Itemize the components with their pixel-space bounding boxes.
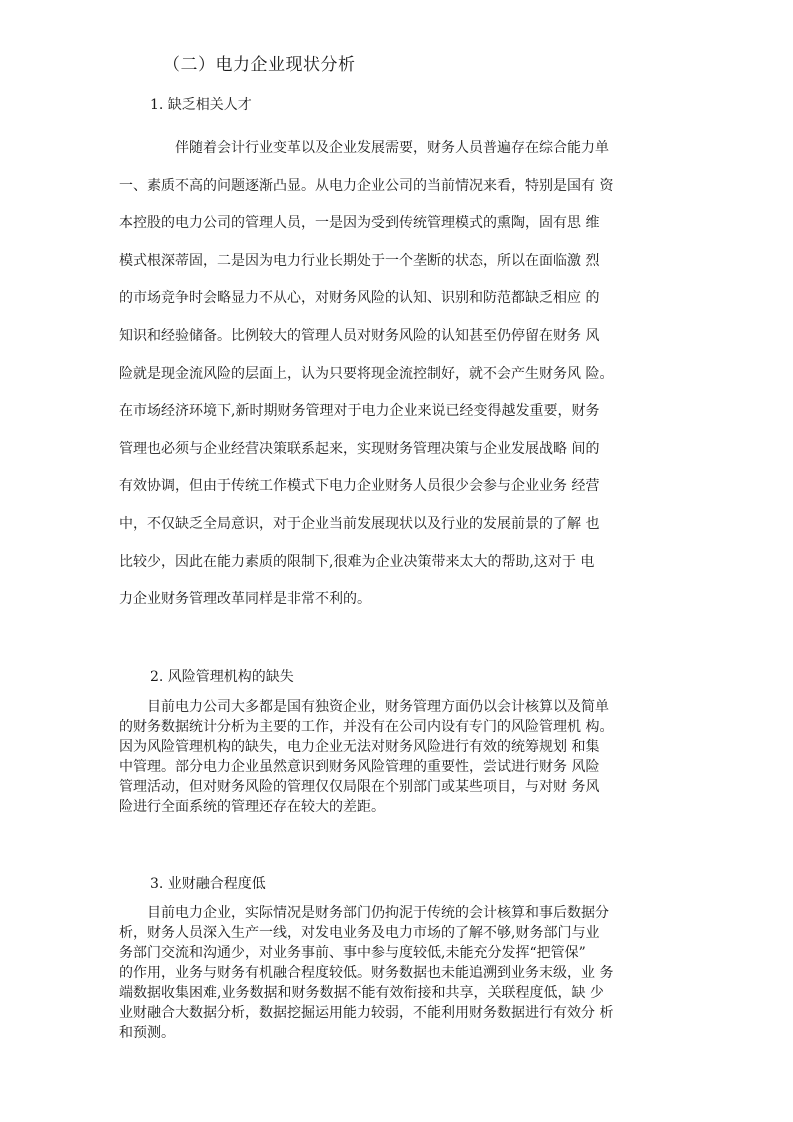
paragraph-risk-management-gap [119, 697, 679, 817]
subheading-risk-management-gap: 2. 风险管理机构的缺失 [150, 669, 294, 685]
paragraph-line: 因为风险管理机构的缺失，电力企业无法对财务风险进行有效的统筹规划 和集 [119, 739, 600, 755]
paragraph-line: 知识和经验储备。比例较大的管理人员对财务风险的认知甚至仍停留在财务 风 [119, 327, 600, 344]
paragraph-line: 的财务数据统计分析为主要的工作，并没有在公司内设有专门的风险管理机 构。 [119, 719, 614, 735]
paragraph-line: 力企业财务管理改革同样是非常不利的。 [119, 591, 371, 608]
paragraph-line: 中管理。部分电力企业虽然意识到财务风险管理的重要性，尝试进行财务 风险 [119, 759, 600, 775]
subheading-lack-of-talent: 1. 缺乏相关人才 [150, 97, 252, 113]
paragraph-line: 目前电力企业，实际情况是财务部门仍拘泥于传统的会计核算和事后数据分 [147, 905, 609, 921]
paragraph-lack-of-talent [119, 130, 679, 619]
paragraph-line: 一、素质不高的问题逐渐凸显。从电力企业公司的当前情况来看，特别是国有 资 [119, 177, 614, 194]
paragraph-line: 端数据收集困难,业务数据和财务数据不能有效衔接和共享，关联程度低，缺 少 [119, 985, 604, 1001]
paragraph-line: 业财融合大数据分析，数据挖掘运用能力较弱，不能利用财务数据进行有效分 析 [119, 1005, 614, 1021]
paragraph-line: 和预测。 [119, 1025, 175, 1041]
paragraph-line: 模式根深蒂固，二是因为电力行业长期处于一个垄断的状态，所以在面临激 烈 [119, 252, 600, 269]
paragraph-line: 有效协调，但由于传统工作模式下电力企业财务人员很少会参与企业业务 经营 [119, 478, 600, 495]
section-title: （二）电力企业现状分析 [163, 55, 356, 75]
paragraph-line: 伴随着会计行业变革以及企业发展需要，财务人员普遍存在综合能力单 [175, 140, 609, 156]
paragraph-line: 在市场经济环境下,新时期财务管理对于电力企业来说已经变得越发重要，财务 [119, 403, 600, 420]
subheading-business-finance-integration: 3. 业财融合程度低 [150, 876, 266, 892]
paragraph-line: 析，财务人员深入生产一线，对发电业务及电力市场的了解不够,财务部门与业 [119, 925, 600, 941]
paragraph-line: 险就是现金流风险的层面上，认为只要将现金流控制好，就不会产生财务风 险。 [119, 365, 614, 382]
paragraph-line: 本控股的电力公司的管理人员，一是因为受到传统管理模式的熏陶，固有思 维 [119, 215, 600, 232]
paragraph-line: 比较少，因此在能力素质的限制下,很难为企业决策带来太大的帮助,这对于 电 [119, 553, 595, 570]
paragraph-line: 务部门交流和沟通少，对业务事前、事中参与度较低,未能充分发挥“把管保” [119, 945, 586, 961]
paragraph-line: 的作用，业务与财务有机融合程度较低。财务数据也未能追溯到业务末级，业 务 [119, 965, 614, 981]
paragraph-line: 的市场竞争时会略显力不从心，对财务风险的认知、识别和防范都缺乏相应 的 [119, 290, 600, 307]
paragraph-line: 目前电力公司大多都是国有独资企业，财务管理方面仍以会计核算以及简单 [147, 699, 609, 715]
paragraph-line: 管理活动，但对财务风险的管理仅仅局限在个别部门或某些项目，与对财 务风 [119, 779, 600, 795]
paragraph-line: 险进行全面系统的管理还存在较大的差距。 [119, 799, 385, 815]
paragraph-line: 中，不仅缺乏全局意识，对于企业当前发展现状以及行业的发展前景的了解 也 [119, 515, 600, 532]
paragraph-business-finance-integration [119, 903, 679, 1043]
paragraph-line: 管理也必须与企业经营决策联系起来，实现财务管理决策与企业发展战略 间的 [119, 440, 600, 457]
